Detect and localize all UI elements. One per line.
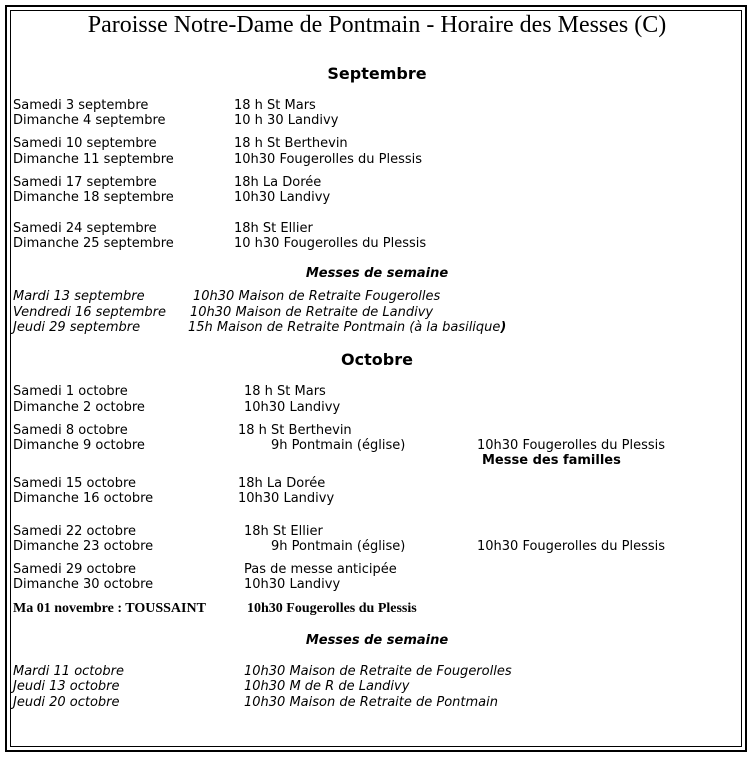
schedule-day: Samedi 15 octobre (13, 476, 137, 491)
weekday-masses-heading: Messes de semaine (305, 633, 449, 648)
schedule-mass: 18h St Ellier (244, 524, 323, 539)
schedule-mass: 10h30 Landivy (234, 190, 331, 205)
schedule-mass: 18 h St Berthevin (234, 136, 348, 151)
schedule-day: Dimanche 30 octobre (13, 577, 154, 592)
schedule-day: Samedi 3 septembre (13, 98, 149, 113)
schedule-day: Samedi 29 octobre (13, 562, 137, 577)
page-title: Paroisse Notre-Dame de Pontmain - Horaire des Messes (C) (87, 12, 667, 38)
schedule-day: Samedi 1 octobre (13, 384, 128, 399)
weekday-mass: 15h Maison de Retraite Pontmain (à la basilique) (188, 320, 507, 335)
schedule-mass: 10h30 Landivy (238, 491, 335, 506)
toussaint-day: Ma 01 novembre : TOUSSAINT (13, 601, 206, 616)
schedule-mass: 9h Pontmain (église) (271, 438, 406, 453)
family-mass-note: Messe des familles (482, 453, 621, 468)
schedule-day: Samedi 10 septembre (13, 136, 157, 151)
schedule-mass: 18h St Ellier (234, 221, 313, 236)
weekday-mass: 10h30 M de R de Landivy (244, 679, 410, 694)
schedule-day: Dimanche 11 septembre (13, 152, 174, 167)
weekday-day: Jeudi 29 septembre (13, 320, 141, 335)
schedule-mass: 18 h St Mars (234, 98, 316, 113)
schedule-day: Dimanche 25 septembre (13, 236, 174, 251)
schedule-day: Dimanche 23 octobre (13, 539, 154, 554)
schedule-mass: 18h La Dorée (238, 476, 326, 491)
schedule-mass: 10 h30 Fougerolles du Plessis (234, 236, 427, 251)
weekday-masses-heading: Messes de semaine (305, 266, 449, 281)
schedule-mass-second: 10h30 Fougerolles du Plessis (477, 539, 666, 554)
month-heading-septembre: Septembre (327, 64, 427, 83)
schedule-day: Dimanche 16 octobre (13, 491, 154, 506)
weekday-mass: 10h30 Maison de Retraite de Pontmain (244, 695, 499, 710)
month-heading-octobre: Octobre (341, 350, 413, 369)
weekday-day: Mardi 11 octobre (13, 664, 124, 679)
weekday-mass: 10h30 Maison de Retraite de Landivy (190, 305, 434, 320)
weekday-day: Vendredi 16 septembre (13, 305, 167, 320)
schedule-day: Samedi 22 octobre (13, 524, 137, 539)
schedule-mass: 10h30 Landivy (244, 577, 341, 592)
schedule-mass: 10h30 Landivy (244, 400, 341, 415)
toussaint-mass: 10h30 Fougerolles du Plessis (247, 601, 417, 616)
schedule-mass: Pas de messe anticipée (244, 562, 397, 577)
weekday-day: Jeudi 13 octobre (13, 679, 120, 694)
schedule-day: Samedi 17 septembre (13, 175, 157, 190)
schedule-day: Dimanche 4 septembre (13, 113, 166, 128)
schedule-mass: 9h Pontmain (église) (271, 539, 406, 554)
schedule-day: Dimanche 18 septembre (13, 190, 174, 205)
schedule-mass: 18h La Dorée (234, 175, 322, 190)
weekday-day: Mardi 13 septembre (13, 289, 145, 304)
schedule-mass: 10 h 30 Landivy (234, 113, 339, 128)
schedule-day: Samedi 24 septembre (13, 221, 157, 236)
weekday-day: Jeudi 20 octobre (13, 695, 120, 710)
schedule-day: Dimanche 9 octobre (13, 438, 145, 453)
schedule-day: Dimanche 2 octobre (13, 400, 145, 415)
weekday-mass: 10h30 Maison de Retraite de Fougerolles (244, 664, 512, 679)
schedule-mass-second: 10h30 Fougerolles du Plessis (477, 438, 666, 453)
schedule-mass: 18 h St Berthevin (238, 423, 352, 438)
schedule-mass: 18 h St Mars (244, 384, 326, 399)
schedule-day: Samedi 8 octobre (13, 423, 128, 438)
schedule-mass: 10h30 Fougerolles du Plessis (234, 152, 423, 167)
weekday-mass: 10h30 Maison de Retraite Fougerolles (193, 289, 441, 304)
